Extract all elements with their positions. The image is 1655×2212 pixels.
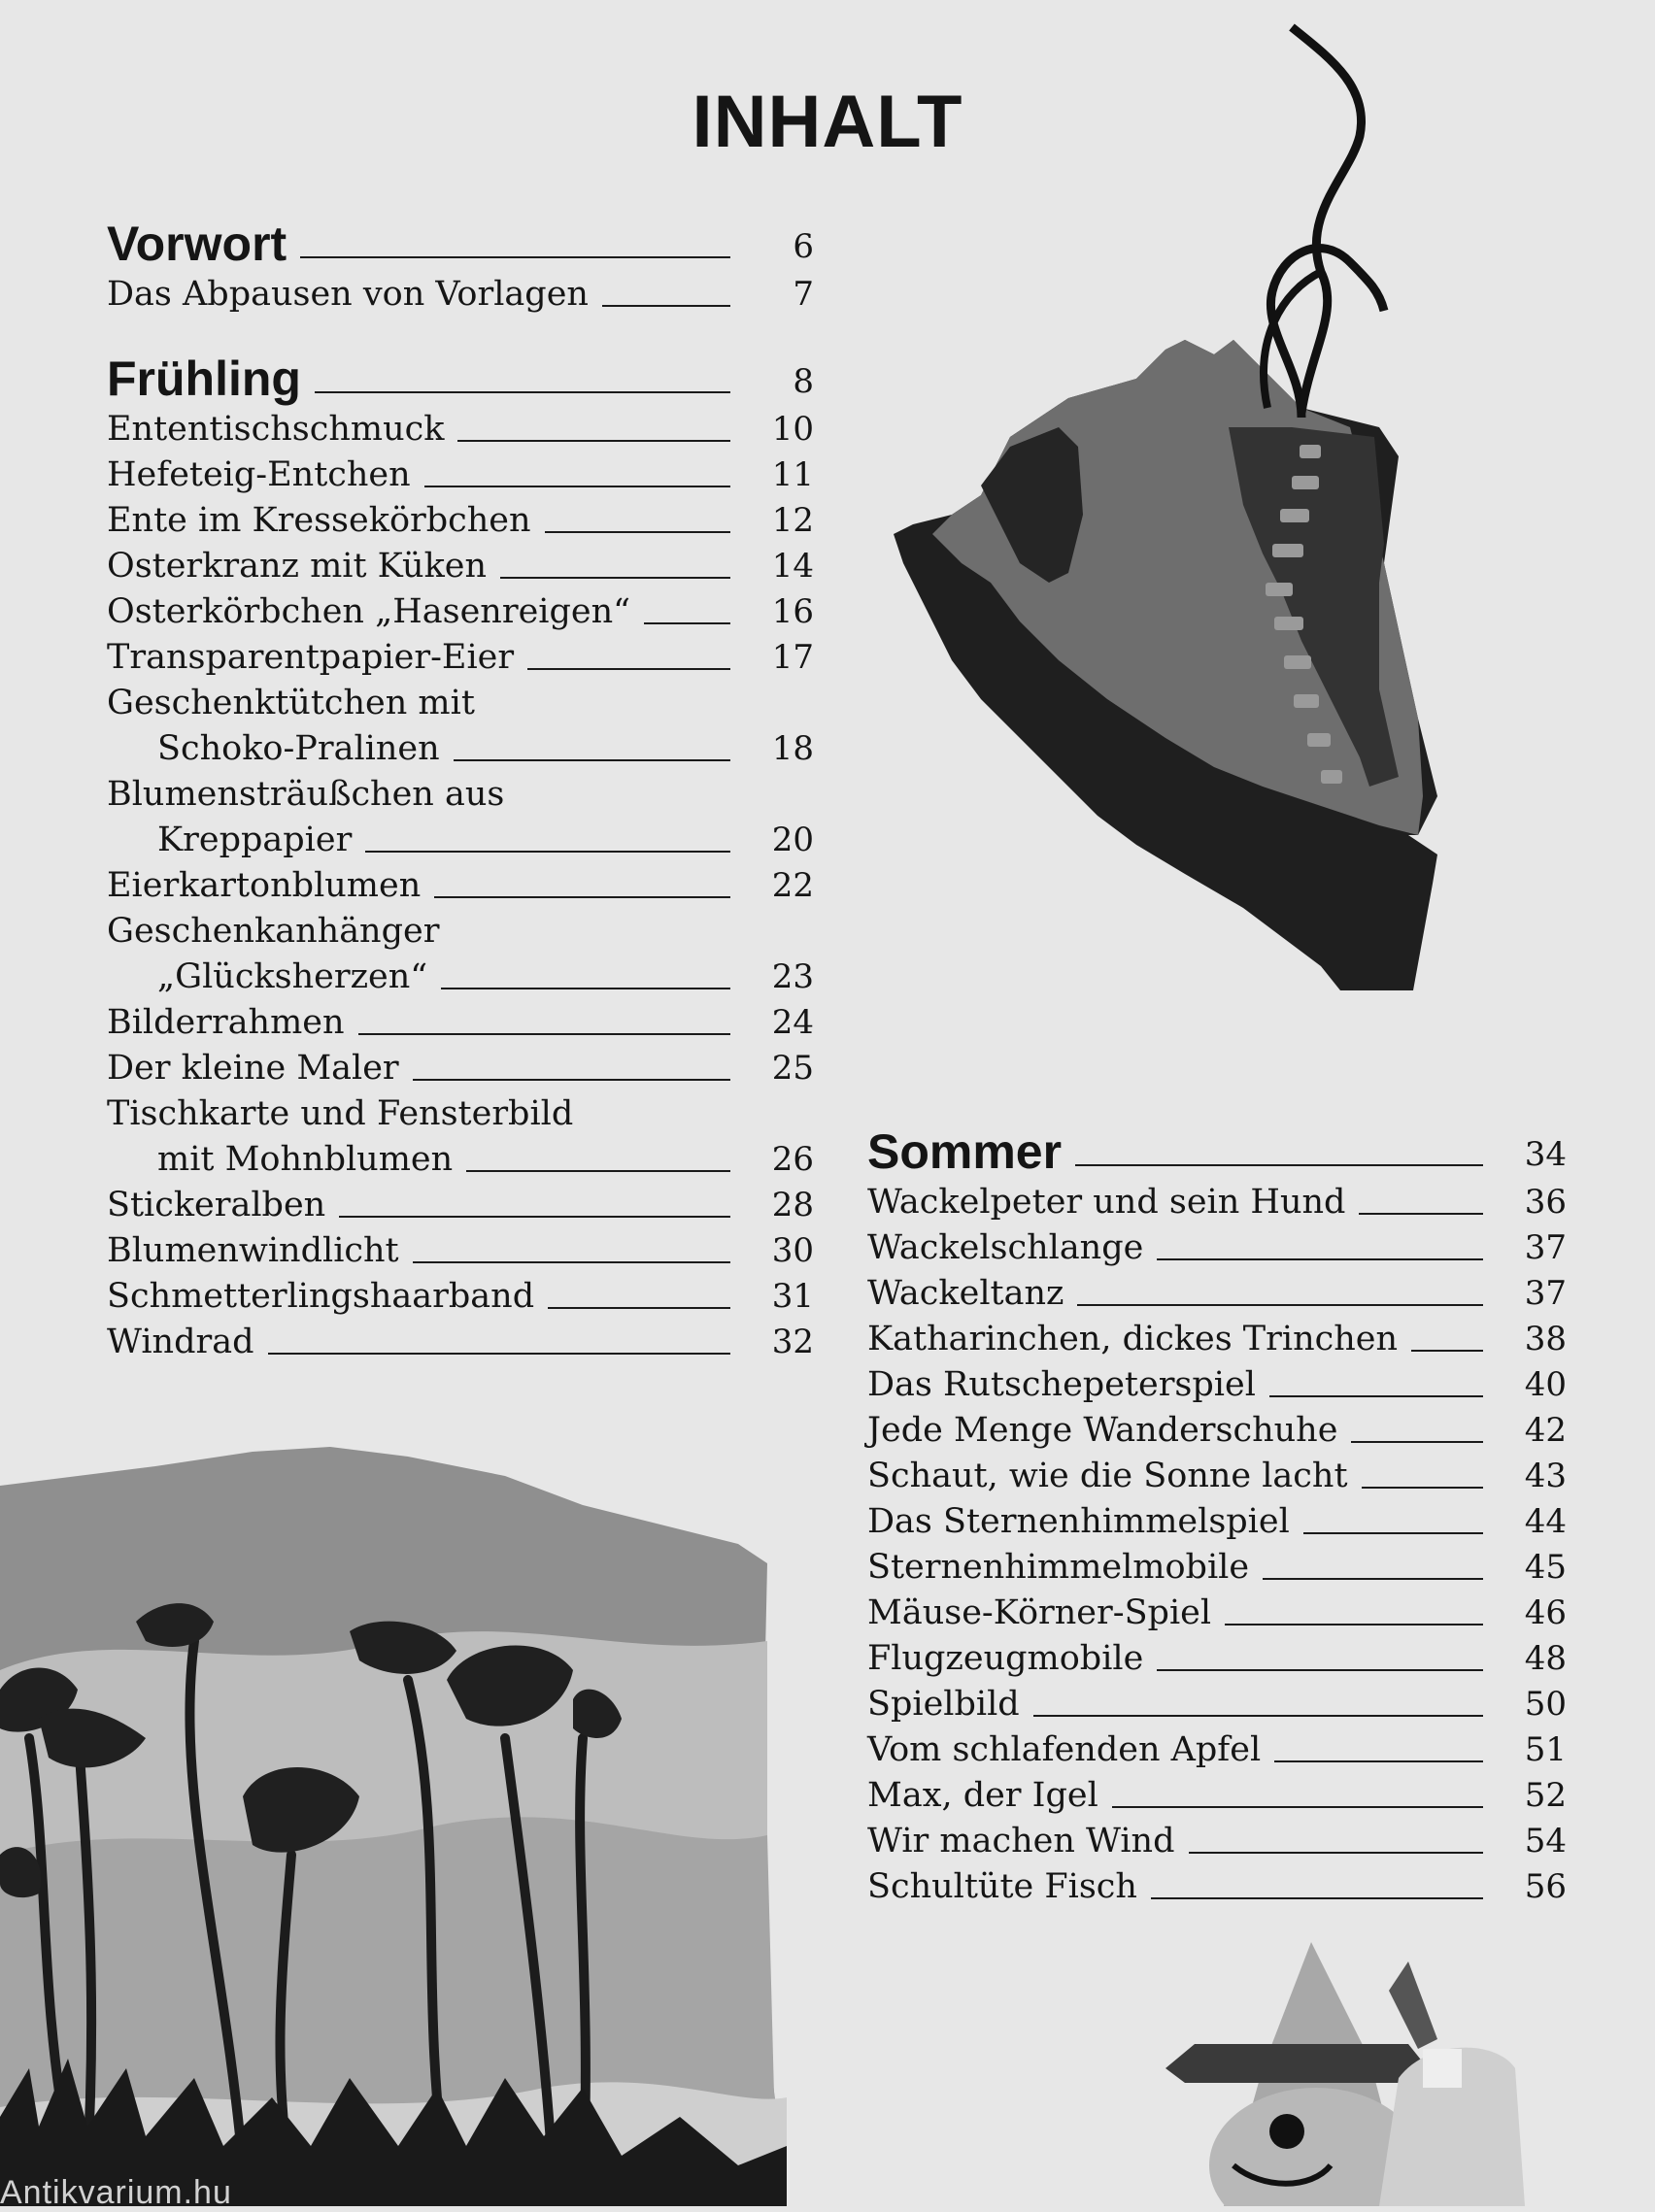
toc-page-number: 56 (1524, 1867, 1567, 1906)
toc-entry[interactable] (107, 544, 814, 589)
toc-entry-label: Schoko-Pralinen (157, 729, 440, 768)
toc-heading[interactable] (867, 1122, 1567, 1180)
toc-leader (413, 1261, 730, 1263)
toc-page-number: 45 (1524, 1548, 1567, 1587)
toc-page-number: 50 (1524, 1685, 1567, 1724)
toc-entry-label: Das Abpausen von Vorlagen (107, 275, 589, 314)
toc-entry[interactable] (107, 1000, 814, 1046)
toc-entry[interactable] (867, 1499, 1567, 1545)
toc-leader (339, 1216, 730, 1218)
toc-entry-label: Bilderrahmen (107, 1003, 345, 1042)
toc-leader (602, 305, 730, 307)
toc-page-number: 25 (771, 1049, 814, 1088)
toc-leader (434, 896, 730, 898)
toc-heading-label: Frühling (107, 352, 301, 406)
toc-entry-label: Mäuse-Körner-Spiel (867, 1593, 1212, 1632)
toc-entry-label: Spielbild (867, 1685, 1020, 1724)
toc-entry[interactable] (107, 589, 814, 635)
toc-entry[interactable] (107, 726, 814, 772)
toc-page-number: 44 (1524, 1502, 1567, 1541)
toc-entry[interactable] (867, 1591, 1567, 1636)
toc-leader (1263, 1578, 1483, 1580)
toc-entry-label: Kreppapier (157, 821, 353, 859)
toc-page-number: 24 (771, 1003, 814, 1042)
toc-entry[interactable] (107, 818, 814, 863)
cone-figure-illustration (1088, 1923, 1544, 2206)
toc-page-number: 23 (771, 957, 814, 996)
toc-entry[interactable] (867, 1773, 1567, 1819)
toc-page-number: 12 (771, 501, 814, 540)
toc-page-number: 18 (771, 729, 814, 768)
toc-entry-label: Windrad (107, 1323, 254, 1361)
toc-page-number: 17 (771, 638, 814, 677)
toc-entry-label: Tischkarte und Fensterbild (107, 1094, 574, 1133)
toc-entry[interactable] (107, 1274, 814, 1320)
poppy-landscape-illustration (0, 1447, 787, 2206)
toc-entry[interactable] (867, 1408, 1567, 1454)
toc-entry[interactable] (867, 1225, 1567, 1271)
toc-leader (454, 759, 730, 761)
toc-entry-label: Jede Menge Wanderschuhe (867, 1411, 1338, 1450)
toc-entry[interactable] (867, 1636, 1567, 1682)
toc-left-column (107, 214, 814, 1396)
toc-entry-label: Schmetterlingshaarband (107, 1277, 535, 1316)
toc-page-number: 46 (1524, 1593, 1567, 1632)
toc-leader (1189, 1852, 1484, 1854)
toc-entry-label: Blumensträußchen aus (107, 775, 505, 814)
page-title: INHALT (692, 81, 963, 163)
toc-entry[interactable] (107, 272, 814, 318)
toc-page-number: 34 (1524, 1135, 1567, 1174)
toc-leader (1033, 1715, 1483, 1717)
toc-page-number: 26 (771, 1140, 814, 1179)
toc-entry-label: Katharinchen, dickes Trinchen (867, 1320, 1399, 1358)
toc-leader (1157, 1669, 1483, 1671)
toc-leader (300, 256, 730, 258)
toc-page-number: 40 (1524, 1365, 1567, 1404)
toc-leader (466, 1170, 730, 1172)
toc-page-number: 52 (1524, 1776, 1567, 1815)
toc-leader (548, 1307, 730, 1309)
toc-entry[interactable] (107, 1320, 814, 1365)
toc-entry-label: Stickeralben (107, 1186, 326, 1224)
toc-leader (1362, 1487, 1483, 1489)
toc-page-number: 11 (771, 455, 814, 494)
toc-entry-label: Ententischschmuck (107, 410, 445, 449)
toc-entry-label: Osterkranz mit Küken (107, 547, 488, 586)
toc-leader (1151, 1897, 1483, 1899)
toc-section-vorwort (107, 214, 814, 318)
toc-entry-label: Schultüte Fisch (867, 1867, 1137, 1906)
toc-entry-label: Transparentpapier-Eier (107, 638, 515, 677)
toc-entry[interactable] (867, 1819, 1567, 1864)
toc-leader (1351, 1441, 1483, 1443)
toc-page-number: 54 (1524, 1822, 1567, 1860)
toc-entry-label: mit Mohnblumen (157, 1140, 454, 1179)
toc-entry-label: Geschenkanhänger (107, 912, 440, 951)
toc-leader (441, 988, 730, 989)
toc-entry-label: Eierkartonblumen (107, 866, 422, 905)
toc-entry[interactable] (867, 1362, 1567, 1408)
toc-entry-label: Vom schlafenden Apfel (867, 1730, 1262, 1769)
toc-section-sommer (867, 1122, 1567, 1910)
toc-entry-label: Ente im Kressekörbchen (107, 501, 531, 540)
toc-page-number: 6 (793, 227, 814, 266)
toc-leader (1077, 1304, 1483, 1306)
toc-page-number: 8 (793, 362, 814, 401)
toc-page-number: 31 (771, 1277, 814, 1316)
toc-entry[interactable] (107, 1183, 814, 1228)
toc-entry-label: Wackelpeter und sein Hund (867, 1183, 1346, 1222)
toc-section-fruehling (107, 349, 814, 1365)
toc-entry-first-line[interactable] (107, 681, 814, 726)
toc-entry[interactable] (107, 407, 814, 452)
toc-heading[interactable] (107, 214, 814, 272)
toc-entry[interactable] (867, 1727, 1567, 1773)
boot-illustration (894, 19, 1437, 1020)
toc-entry[interactable] (107, 1137, 814, 1183)
toc-entry[interactable] (107, 635, 814, 681)
toc-entry-label: Osterkörbchen „Hasenreigen“ (107, 592, 631, 631)
toc-leader (1225, 1624, 1483, 1625)
toc-entry[interactable] (107, 452, 814, 498)
toc-entry-label: Sternenhimmelmobile (867, 1548, 1250, 1587)
toc-leader (1112, 1806, 1483, 1808)
toc-entry-first-line[interactable] (107, 772, 814, 818)
toc-page-number: 43 (1524, 1457, 1567, 1495)
toc-entry-label: Flugzeugmobile (867, 1639, 1144, 1678)
toc-page-number: 22 (771, 866, 814, 905)
toc-entry-label: „Glücksherzen“ (157, 957, 428, 996)
toc-heading-label: Vorwort (107, 217, 287, 271)
toc-leader (413, 1079, 730, 1081)
toc-leader (365, 851, 730, 853)
toc-page-number: 51 (1524, 1730, 1567, 1769)
toc-leader (1269, 1395, 1483, 1397)
toc-right-column (867, 1122, 1567, 1941)
toc-entry-label: Das Rutschepeterspiel (867, 1365, 1256, 1404)
toc-leader (500, 577, 730, 579)
toc-entry[interactable] (867, 1271, 1567, 1317)
toc-entry-label: Hefeteig-Entchen (107, 455, 411, 494)
toc-page-number: 37 (1524, 1228, 1567, 1267)
toc-page-number: 36 (1524, 1183, 1567, 1222)
toc-entry[interactable] (107, 1046, 814, 1091)
toc-page-number: 7 (793, 275, 814, 314)
toc-entry-label: Das Sternenhimmelspiel (867, 1502, 1290, 1541)
toc-leader (358, 1033, 730, 1035)
toc-page-number: 48 (1524, 1639, 1567, 1678)
toc-leader (1274, 1760, 1483, 1762)
toc-leader (315, 391, 730, 393)
toc-entry[interactable] (867, 1454, 1567, 1499)
toc-entry[interactable] (867, 1180, 1567, 1225)
toc-entry-label: Max, der Igel (867, 1776, 1098, 1815)
toc-entry-label: Wackelschlange (867, 1228, 1144, 1267)
toc-entry-first-line[interactable] (107, 909, 814, 955)
toc-heading-label: Sommer (867, 1124, 1063, 1179)
toc-leader (527, 668, 730, 670)
toc-entry[interactable] (867, 1864, 1567, 1910)
toc-leader (545, 531, 730, 533)
toc-leader (1411, 1350, 1483, 1352)
toc-page-number: 42 (1524, 1411, 1567, 1450)
toc-leader (1075, 1164, 1483, 1166)
toc-page-number: 14 (771, 547, 814, 586)
toc-leader (1303, 1532, 1483, 1534)
toc-leader (644, 622, 730, 624)
toc-entry[interactable] (867, 1682, 1567, 1727)
toc-page-number: 30 (771, 1231, 814, 1270)
toc-leader (268, 1353, 730, 1355)
toc-entry[interactable] (107, 498, 814, 544)
toc-entry-label: Geschenktütchen mit (107, 684, 475, 722)
toc-leader (457, 440, 730, 442)
toc-page-number: 20 (771, 821, 814, 859)
toc-page-number: 32 (771, 1323, 814, 1361)
toc-leader (424, 486, 730, 487)
toc-page-number: 16 (771, 592, 814, 631)
toc-entry[interactable] (107, 955, 814, 1000)
toc-entry[interactable] (867, 1317, 1567, 1362)
toc-entry[interactable] (107, 863, 814, 909)
toc-entry[interactable] (107, 1228, 814, 1274)
toc-page-number: 10 (771, 410, 814, 449)
toc-leader (1157, 1258, 1483, 1260)
toc-page-number: 28 (771, 1186, 814, 1224)
toc-leader (1359, 1213, 1483, 1215)
toc-page-number: 37 (1524, 1274, 1567, 1313)
toc-entry-label: Der kleine Maler (107, 1049, 399, 1088)
toc-entry-label: Wir machen Wind (867, 1822, 1175, 1860)
toc-entry-first-line[interactable] (107, 1091, 814, 1137)
toc-entry-label: Wackeltanz (867, 1274, 1064, 1313)
toc-entry-label: Schaut, wie die Sonne lacht (867, 1457, 1348, 1495)
toc-entry-label: Blumenwindlicht (107, 1231, 399, 1270)
toc-page-number: 38 (1524, 1320, 1567, 1358)
toc-entry[interactable] (867, 1545, 1567, 1591)
toc-heading[interactable] (107, 349, 814, 407)
watermark: Antikvarium.hu (0, 2174, 232, 2211)
